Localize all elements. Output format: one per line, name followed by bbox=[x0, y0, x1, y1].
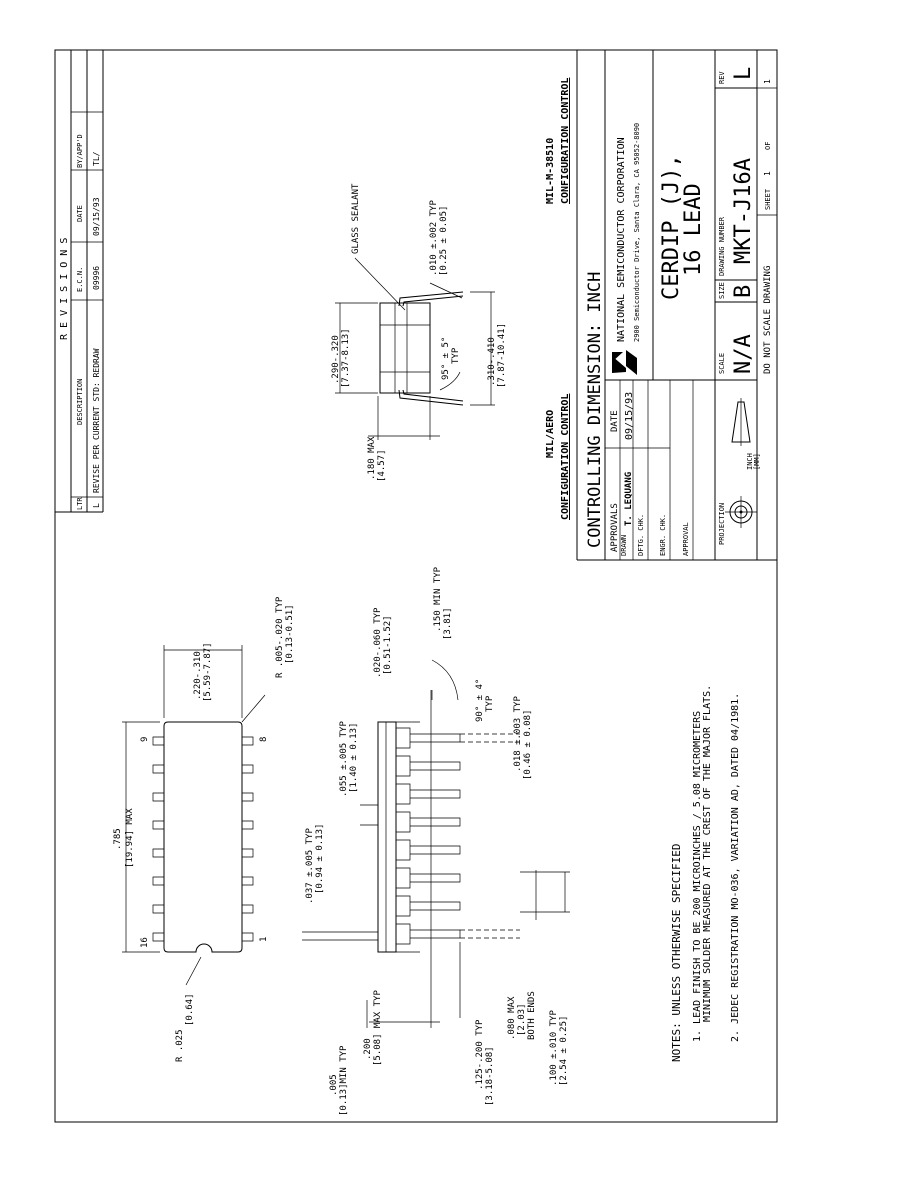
dftg-label: DFTG. CHK. bbox=[637, 513, 645, 556]
dim-end-note: BOTH ENDS bbox=[527, 991, 537, 1040]
angle-90-typ: TYP bbox=[485, 695, 495, 712]
glass-sealant-label: GLASS SEALANT bbox=[351, 183, 361, 254]
dim-lead-length-mm: [3.18-5.08] bbox=[485, 1046, 495, 1106]
dim-width-mm: [5.59-7.87] bbox=[203, 642, 213, 702]
rev-row-date: 09/15/93 bbox=[92, 197, 101, 236]
dim-corner-radius-mm: [0.13-0.51] bbox=[285, 604, 295, 664]
dim-lead-length: .125-.200 TYP bbox=[475, 1019, 485, 1090]
dim-lead-thickness-mm: [0.46 ± 0.08] bbox=[523, 709, 533, 780]
drawing-number-label: DRAWING NUMBER bbox=[718, 216, 726, 276]
pin-label-16: 16 bbox=[140, 937, 150, 948]
date-header: DATE bbox=[610, 410, 620, 432]
side-leads bbox=[396, 728, 520, 944]
dim-seat-mm: [3.81] bbox=[443, 607, 453, 640]
dim-shoulder-mm: [1.40 ± 0.13] bbox=[349, 722, 359, 793]
engr-label: ENGR. CHK. bbox=[659, 513, 667, 556]
dim-h180-mm: [4.57] bbox=[377, 449, 387, 482]
dim-lead-width: .037 ±.005 TYP bbox=[305, 828, 315, 904]
dim-length-mm: [19.94] MAX bbox=[125, 808, 135, 868]
sheet-of: OF bbox=[764, 141, 772, 150]
dim-h200-mm: [5.08] MAX TYP bbox=[373, 990, 383, 1066]
dim-w290-mm: [7.37-8.13] bbox=[341, 328, 351, 388]
dim-standoff-mm: [0.51-1.52] bbox=[383, 615, 393, 675]
milaero-stamp-1: MIL/AERO bbox=[545, 409, 556, 458]
mil-spec-stamp: MIL-M-38510 bbox=[545, 137, 556, 204]
rev-value: L bbox=[731, 66, 756, 80]
projection-label: PROJECTION bbox=[718, 502, 726, 545]
pin-label-8: 8 bbox=[259, 736, 269, 742]
dim-min005-mm: [0.13]MIN TYP bbox=[339, 1045, 349, 1116]
approval-label: APPROVAL bbox=[682, 522, 690, 556]
approvals-label: APPROVALS bbox=[610, 503, 620, 552]
angle-90: 90° ± 4° bbox=[475, 678, 485, 722]
note-1b: MINIMUM SOLDER MEASURED AT THE CREST OF THE MAJOR FLATS. bbox=[702, 684, 713, 1022]
company-name: NATIONAL SEMICONDUCTOR CORPORATION bbox=[616, 137, 627, 342]
dim-t010: .010 ±.002 TYP bbox=[429, 200, 439, 276]
pin-label-1: 1 bbox=[259, 936, 269, 942]
sheet-label: SHEET bbox=[764, 188, 772, 210]
dim-shoulder: .055 ±.005 TYP bbox=[339, 721, 349, 797]
rev-header-by: BY/APP'D bbox=[76, 134, 84, 168]
rev-header-date: DATE bbox=[76, 205, 84, 222]
title-block bbox=[577, 50, 777, 560]
dim-w310-mm: [7.87-10.41] bbox=[497, 322, 507, 388]
do-not-scale: DO NOT SCALE DRAWING bbox=[763, 265, 773, 374]
pin-stubs-right bbox=[242, 737, 253, 941]
dim-end: .080 MAX bbox=[507, 996, 517, 1040]
side-view-body bbox=[378, 722, 396, 952]
dim-notch-radius-mm: [0.64] bbox=[185, 993, 195, 1026]
dim-corner-radius: R .005-.020 TYP bbox=[275, 596, 285, 678]
dim-t010-mm: [0.25 ± 0.05] bbox=[439, 205, 449, 276]
dim-lead-thickness: .018 ±.003 TYP bbox=[513, 696, 523, 772]
note-2: 2. JEDEC REGISTRATION MO-036, VARIATION AD, DATED 04/1981. bbox=[730, 692, 741, 1042]
rev-label: REV bbox=[718, 71, 726, 84]
scale-label: SCALE bbox=[718, 352, 726, 374]
scale-value: N/A bbox=[731, 334, 756, 374]
notes-heading: NOTES: UNLESS OTHERWISE SPECIFIED bbox=[670, 843, 683, 1062]
projection-unit-inch: INCH bbox=[746, 453, 754, 470]
dim-width: .220-.310 bbox=[193, 651, 203, 700]
rev-header-ecn: E.C.N. bbox=[76, 266, 84, 292]
config-control-stamp-1: CONFIGURATION CONTROL bbox=[560, 393, 571, 520]
package-outline bbox=[164, 722, 242, 952]
size-label: SIZE bbox=[718, 282, 726, 299]
sheet-total: 1 bbox=[763, 79, 772, 84]
config-control-stamp-2: CONFIGURATION CONTROL bbox=[560, 77, 571, 204]
rev-header-description: DESCRIPTION bbox=[76, 378, 84, 425]
rev-header-ltr: LTR bbox=[76, 497, 84, 510]
dim-notch-radius: R .025 bbox=[175, 1029, 185, 1062]
dim-standoff: .020-.060 TYP bbox=[373, 607, 383, 678]
revisions-title: R E V I S I O N S bbox=[59, 237, 70, 340]
dim-end-mm: [2.03] bbox=[517, 1003, 527, 1036]
rev-row-by: TL/ bbox=[92, 151, 101, 166]
dim-h200: .200 bbox=[363, 1038, 373, 1060]
size-value: B bbox=[731, 284, 756, 298]
angle-95-typ: TYP bbox=[451, 347, 461, 364]
company-logo bbox=[609, 346, 641, 376]
dim-seat: .150 MIN TYP bbox=[433, 566, 443, 632]
drawing-number: MKT-J16A bbox=[731, 158, 756, 264]
end-view-body bbox=[380, 303, 430, 393]
dim-lead-width-mm: [0.94 ± 0.13] bbox=[315, 823, 325, 894]
drawing-title-line1: CERDIP (J), bbox=[659, 154, 684, 300]
company-address: 2900 Semiconductor Drive, Santa Clara, CA 95052-8090 bbox=[633, 122, 641, 342]
dim-h180: .180 MAX bbox=[367, 436, 377, 480]
sheet-number: 1 bbox=[763, 171, 772, 176]
controlling-dimension: CONTROLLING DIMENSION: INCH bbox=[585, 271, 605, 548]
drawing-title-line2: 16 LEAD bbox=[681, 183, 706, 276]
rev-row-ecn: 09996 bbox=[92, 265, 101, 290]
pin-stubs-left bbox=[153, 737, 164, 941]
dim-w310: .310-.410 bbox=[487, 337, 497, 386]
drawn-label: DRAWN bbox=[620, 534, 628, 556]
angle-95: 95° ± 5° bbox=[441, 336, 451, 380]
end-view bbox=[335, 258, 495, 440]
dim-pitch: .100 ±.010 TYP bbox=[549, 1010, 559, 1086]
projection-unit-mm: [MM] bbox=[753, 453, 761, 470]
dim-pitch-mm: [2.54 ± 0.25] bbox=[559, 1015, 569, 1086]
note-1a: 1. LEAD FINISH TO BE 200 MICROINCHES / 5.08 MICROMETERS bbox=[692, 710, 703, 1042]
dim-min005: .005 bbox=[329, 1074, 339, 1096]
revisions-table bbox=[55, 50, 103, 512]
drawn-date: 09/15/93 bbox=[624, 391, 635, 440]
dim-length: .785 bbox=[113, 828, 123, 850]
drawn-name: T. LEQUANG bbox=[624, 471, 634, 526]
rev-row-description: REVISE PER CURRENT STD: REDRAW bbox=[92, 348, 101, 493]
rev-row-ltr: L bbox=[92, 503, 101, 508]
dim-w290: .290-.320 bbox=[331, 335, 341, 384]
pin-label-9: 9 bbox=[140, 736, 150, 742]
